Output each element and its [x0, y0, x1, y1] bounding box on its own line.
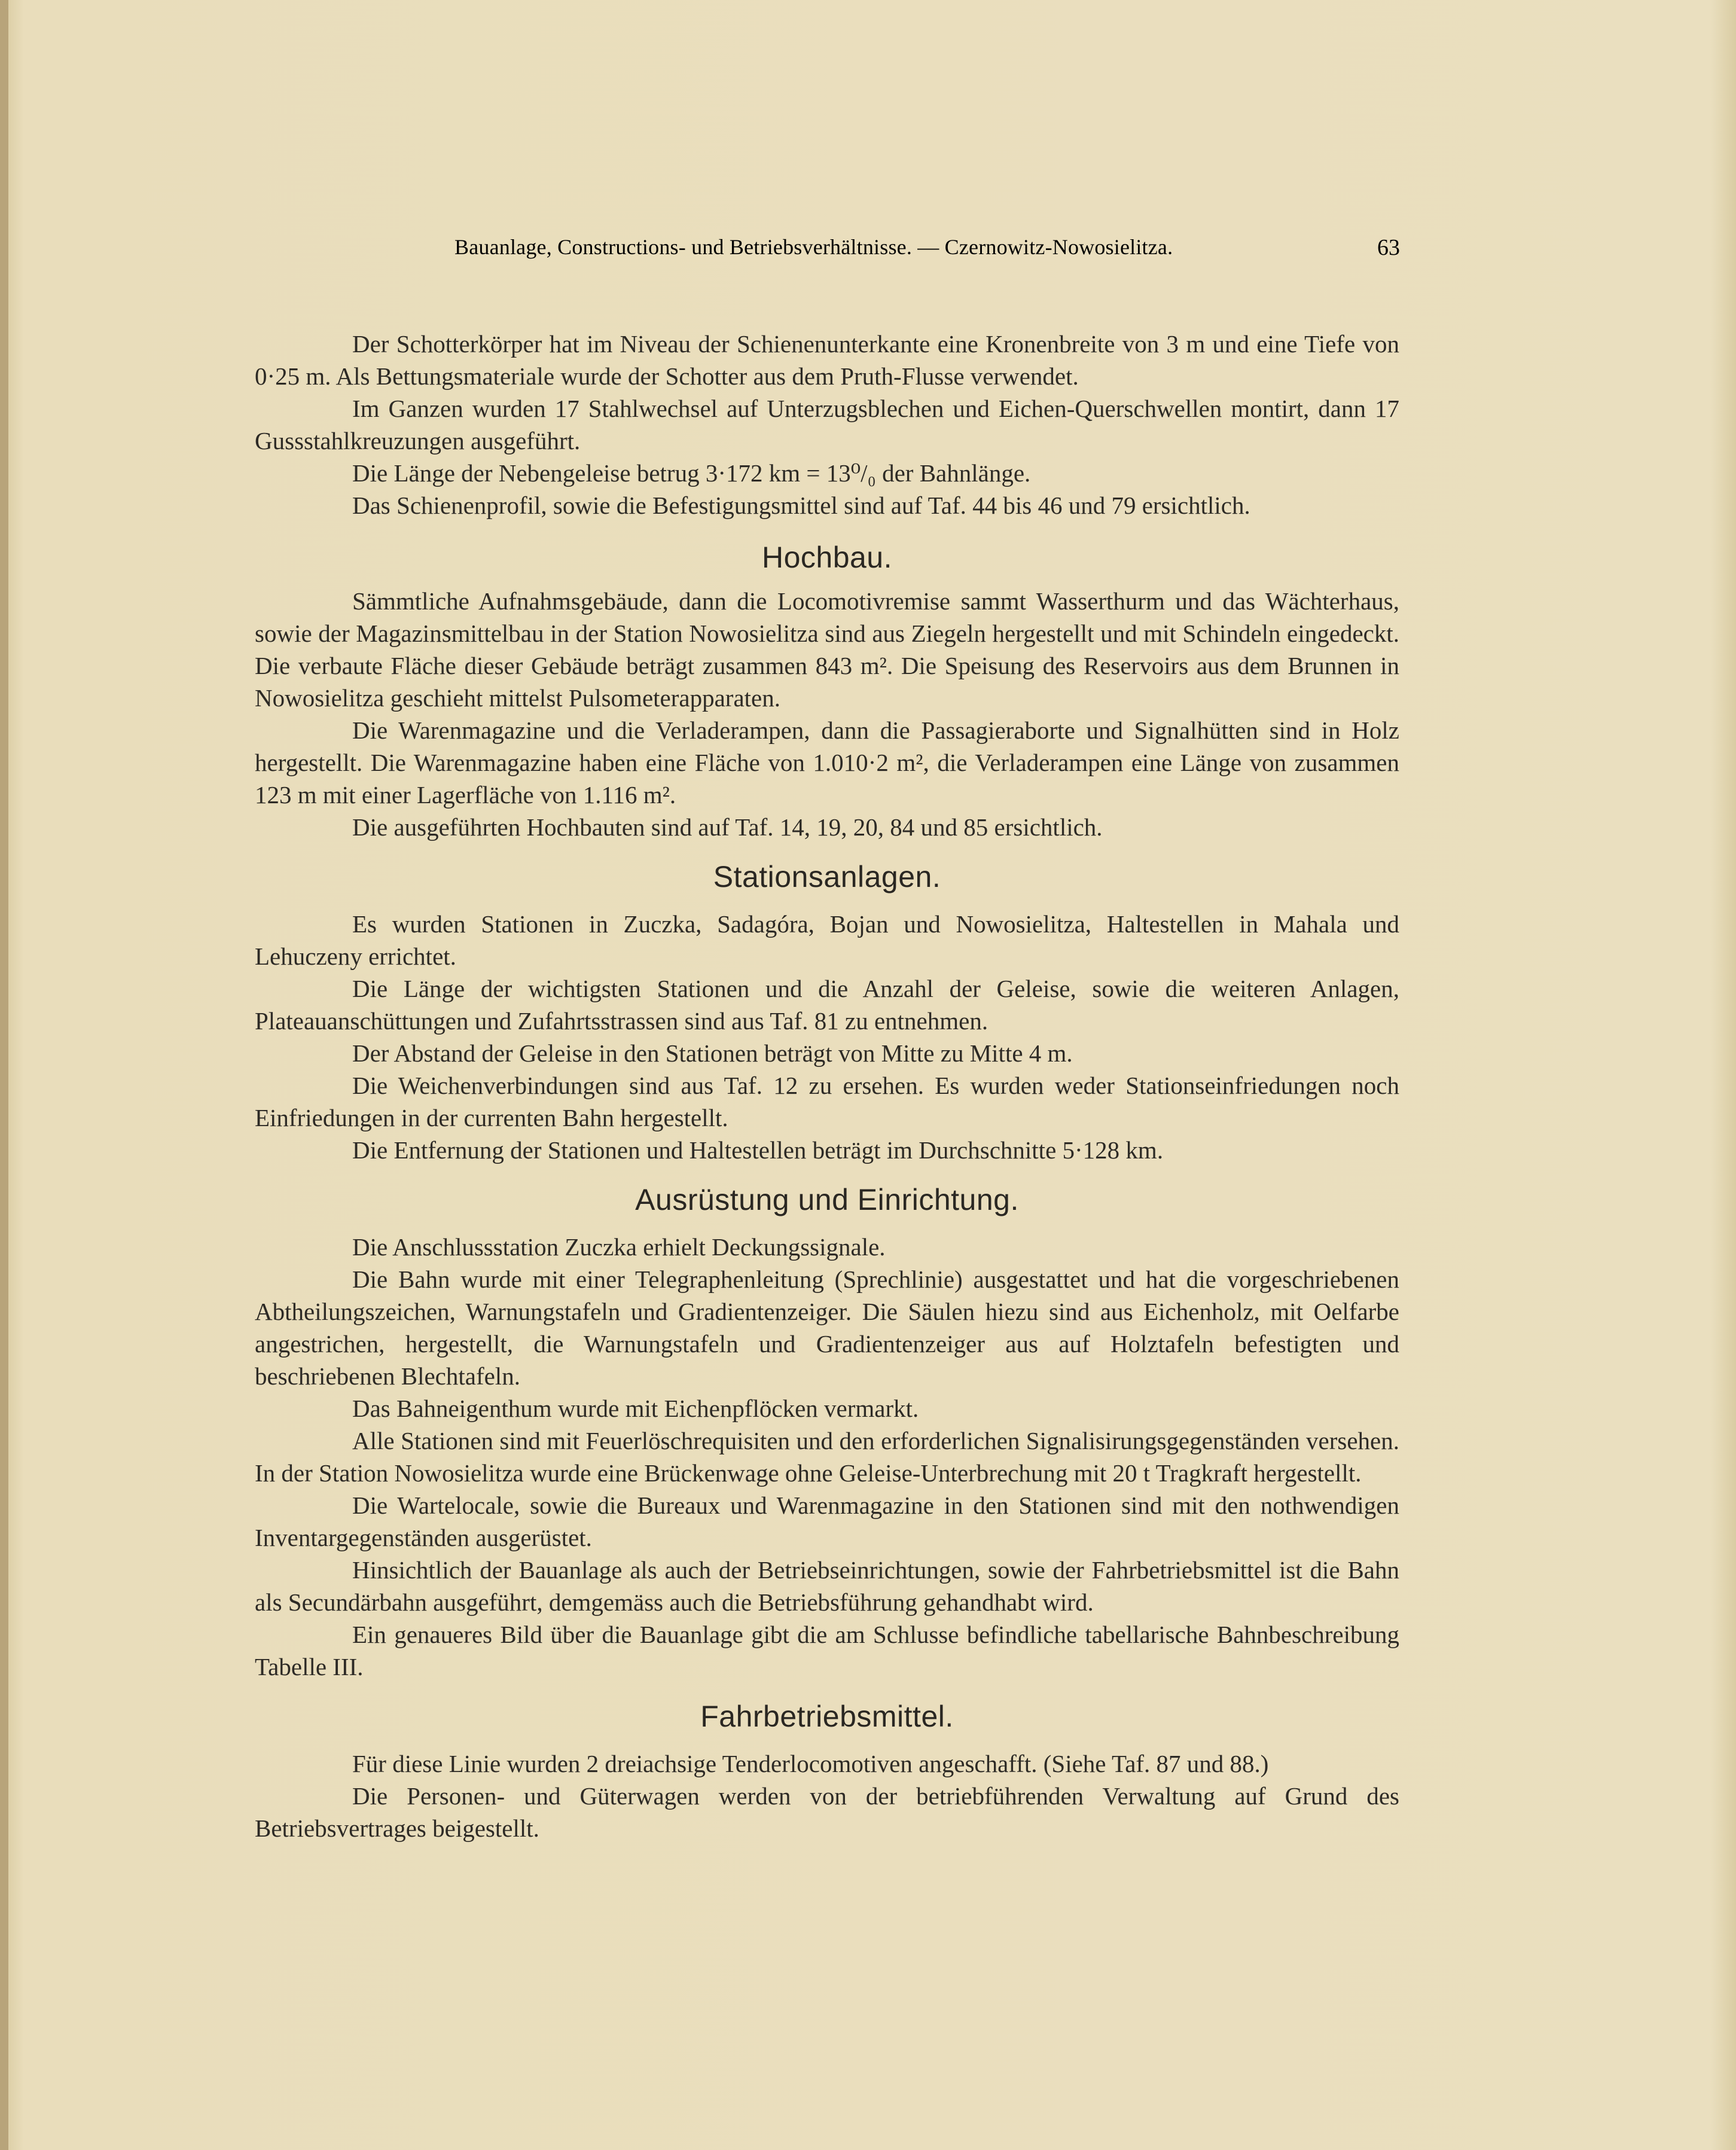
paragraph: Die Weichenverbindungen sind aus Taf. 12 zu ersehen. Es wurden weder Stationseinfriedungen noch Einfriedungen in der currenten Bahn hergestellt. [255, 1072, 1399, 1132]
running-header: Bauanlage, Constructions- und Betriebsverhältnisse. — Czernowitz-Nowosielitza. [454, 235, 1173, 259]
paragraph: Für diese Linie wurden 2 dreiachsige Tenderlocomotiven angeschafft. (Siehe Taf. 87 und 88.) [352, 1750, 1269, 1777]
paragraph: Die Länge der wichtigsten Stationen und die Anzahl der Geleise, sowie die weiteren Anlagen, Plateauanschüttungen und Zufahrtsstrassen sind aus Taf. 81 zu entnehmen. [255, 975, 1399, 1035]
section-heading-hochbau: Hochbau. [761, 541, 893, 574]
paragraph: Die Wartelocale, sowie die Bureaux und Warenmagazine in den Stationen sind mit den nothwendigen Inventargegenständen ausgerüstet. [255, 1492, 1399, 1551]
paragraph: Die Länge der Nebengeleise betrug 3·172 km = 13⁰/₀ der Bahnlänge. [352, 459, 1031, 487]
paragraph: Das Bahneigenthum wurde mit Eichenpflöcken vermarkt. [352, 1395, 919, 1422]
section-heading-stationsanlagen: Stationsanlagen. [713, 860, 941, 893]
document-body [255, 328, 1399, 1844]
paragraph: Hinsichtlich der Bauanlage als auch der Betriebseinrichtungen, sowie der Fahrbetriebsmittel ist die Bahn als Secundärbahn ausgeführt, demgemäss auch die Betriebsführung gehandhabt wird. [255, 1556, 1399, 1616]
paragraph: Alle Stationen sind mit Feuerlöschrequisiten und den erforderlichen Signalisirungsgegenständen versehen. In der Station Nowosielitza wurde eine Brückenwage ohne Geleise-Unterbrechung mit 20 t Tragkraft hergestellt. [255, 1427, 1399, 1487]
paragraph: Der Schotterkörper hat im Niveau der Schienenunterkante eine Kronenbreite von 3 m und eine Tiefe von 0·25 m. Als Bettungsmateriale wurde der Schotter aus dem Pruth-Flusse verwendet. [255, 330, 1399, 390]
page-number: 63 [1377, 235, 1400, 260]
paragraph: Ein genaueres Bild über die Bauanlage gibt die am Schlusse befindliche tabellarische Bahnbeschreibung Tabelle III. [255, 1621, 1399, 1681]
paragraph: Im Ganzen wurden 17 Stahlwechsel auf Unterzugsblechen und Eichen-Querschwellen montirt, dann 17 Gussstahlkreuzungen ausgeführt. [255, 395, 1399, 455]
paragraph: Die Bahn wurde mit einer Telegraphenleitung (Sprechlinie) ausgestattet und hat die vorgeschriebenen Abtheilungszeichen, Warnungstafeln und Gradientenzeiger. Die Säulen hiezu sind aus Eichenholz, mit Oelfarbe angestrichen, hergestellt, die Warnungstafeln und Gradientenzeiger aus auf Holztafeln befestigten und beschriebenen Blechtafeln. [255, 1265, 1399, 1390]
paragraph: Das Schienenprofil, sowie die Befestigungsmittel sind auf Taf. 44 bis 46 und 79 ersichtlich. [352, 492, 1250, 519]
paragraph: Die Entfernung der Stationen und Haltestellen beträgt im Durchschnitte 5·128 km. [352, 1136, 1164, 1164]
paragraph: Die Anschlussstation Zuczka erhielt Deckungssignale. [352, 1233, 886, 1261]
paragraph: Es wurden Stationen in Zuczka, Sadagóra, Bojan und Nowosielitza, Haltestellen in Mahala und Lehuczeny errichtet. [255, 910, 1399, 970]
section-heading-ausruestung: Ausrüstung und Einrichtung. [635, 1183, 1019, 1216]
paragraph: Der Abstand der Geleise in den Stationen beträgt von Mitte zu Mitte 4 m. [352, 1039, 1073, 1067]
paragraph: Sämmtliche Aufnahmsgebäude, dann die Locomotivremise sammt Wasserthurm und das Wächterhaus, sowie der Magazinsmittelbau in der Station Nowosielitza sind aus Ziegeln hergestellt und mit Schindeln eingedeckt. Die verbaute Fläche dieser Gebäude beträgt zusammen 843 m². Die Speisung des Reservoirs aus dem Brunnen in Nowosielitza geschieht mittelst Pulsometerapparaten. [255, 587, 1399, 712]
paragraph: Die Warenmagazine und die Verladerampen, dann die Passagieraborte und Signalhütten sind in Holz hergestellt. Die Warenmagazine haben eine Fläche von 1.010·2 m², die Verladerampen eine Länge von zusammen 123 m mit einer Lagerfläche von 1.116 m². [255, 716, 1399, 809]
binding-edge [0, 0, 8, 2150]
paragraph: Die ausgeführten Hochbauten sind auf Taf. 14, 19, 20, 84 und 85 ersichtlich. [352, 813, 1103, 841]
paragraph: Die Personen- und Güterwagen werden von der betriebführenden Verwaltung auf Grund des Betriebsvertrages beigestellt. [255, 1782, 1399, 1842]
section-heading-fahrbetriebsmittel: Fahrbetriebsmittel. [700, 1700, 954, 1733]
